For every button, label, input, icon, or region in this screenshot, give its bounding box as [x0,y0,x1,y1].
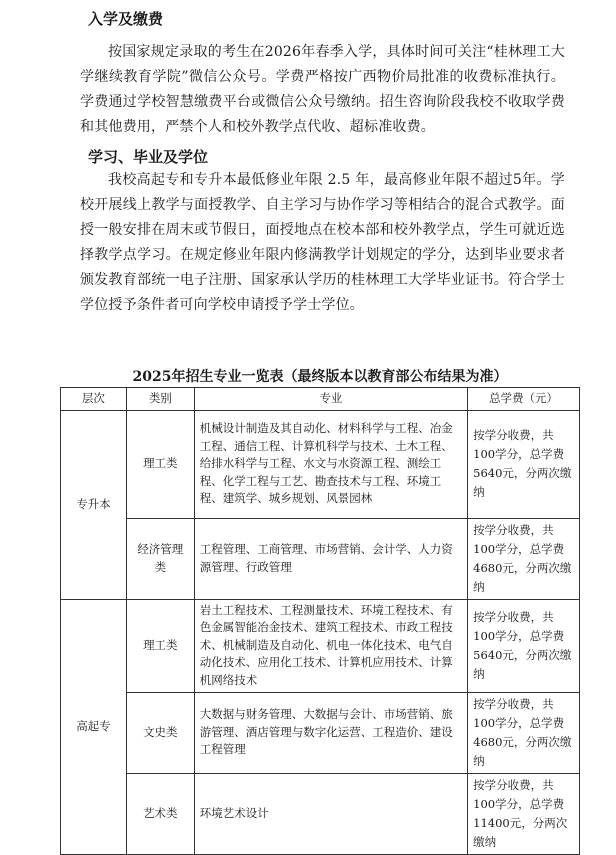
header-level: 层次 [61,388,127,411]
majors-cell: 岩土工程技术、工程测量技术、环境工程技术、有色金属智能冶金技术、建筑工程技术、市政工程技术、机械制造及自动化、机电一体化技术、电气自动化技术、应用化工技术、计算机应用技术、计算机网络技术 [194,599,467,692]
majors-cell: 环境艺术设计 [194,773,467,854]
table-row [61,410,580,518]
fee-cell: 按学分收费，共100学分，总学费5640元，分两次缴纳 [468,599,580,692]
header-fee: 总学费（元） [468,388,580,411]
table-row [61,518,580,599]
majors-table [60,387,580,855]
category-cell: 理工类 [126,410,194,518]
level-cell: 高起专 [61,599,127,854]
category-cell: 艺术类 [126,773,194,854]
header-category: 类别 [126,388,194,411]
category-cell: 经济管理类 [126,518,194,599]
study-graduation-paragraph: 我校高起专和专升本最低修业年限 2.5 年，最高修业年限不超过5年。学校开展线上教学与面授教学、自主学习与协作学习等相结合的混合式教学。面授一般安排在周末或节假日，面授地点在校本部和校外教学点，学生可就近选择教学点学习。在规定修业年限内修满教学计划规定的学分，达到毕业要求者颁发教育部统一电子注册、国家承认学历的桂林理工大学毕业证书。符合学士学位授予条件者可向学校申请授予学士学位。 [80,172,565,313]
majors-cell: 机械设计制造及其自动化、材料科学与工程、冶金工程、通信工程、计算机科学与技术、土木工程、给排水科学与工程、水文与水资源工程、测绘工程、化学工程与工艺、勘查技术与工程、环境工程、建筑学、城乡规划、风景园林 [194,410,467,518]
table-row [61,773,580,854]
section-title-enrollment: 入学及缴费 [88,10,164,28]
table-row [61,692,580,773]
enrollment-paragraph: 按国家规定录取的考生在2026年春季入学，具体时间可关注“桂林理工大学继续教育学院”微信公众号。学费严格按广西物价局批准的收费标准执行。学费通过学校智慧缴费平台或微信公众号缴纳。招生咨询阶段我校不收取学费和其他费用，严禁个人和校外教学点代收、超标准收费。 [80,44,565,135]
majors-cell: 工程管理、工商管理、市场营销、会计学、人力资源管理、行政管理 [194,518,467,599]
category-cell: 理工类 [126,599,194,692]
table-header-row [61,388,580,411]
table-row [61,599,580,692]
header-major: 专业 [194,388,467,411]
fee-cell: 按学分收费，共100学分，总学费5640元，分两次缴纳 [468,410,580,518]
fee-cell: 按学分收费，共100学分，总学费11400元，分两次缴纳 [468,773,580,854]
category-cell: 文史类 [126,692,194,773]
fee-cell: 按学分收费，共100学分，总学费4680元，分两次缴纳 [468,692,580,773]
section-title-study-graduation: 学习、毕业及学位 [88,148,209,166]
table-caption: 2025年招生专业一览表（最终版本以教育部公布结果为准） [132,369,508,385]
level-cell: 专升本 [61,410,127,599]
fee-cell: 按学分收费，共100学分，总学费4680元，分两次缴纳 [468,518,580,599]
majors-cell: 大数据与财务管理、大数据与会计、市场营销、旅游管理、酒店管理与数字化运营、工程造价、建设工程管理 [194,692,467,773]
